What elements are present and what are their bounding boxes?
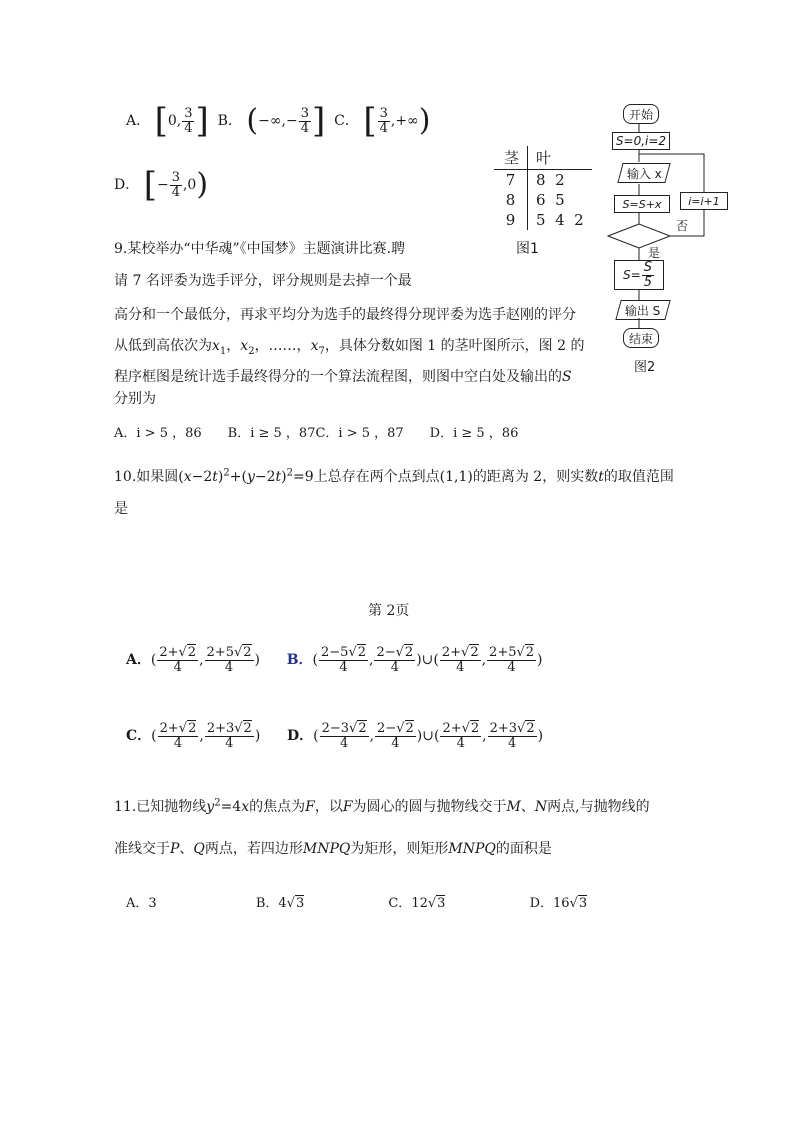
stem-leaf-plot (494, 146, 592, 230)
q10-options-row-2: C．( $\frac{2+√2}{4}$ , $\frac{2+3√2}{4}$ ) D．( $\frac{2-3√2}{4}$ , $\frac{2-√2}{4}$ )∪( $\frac{2+√2}{4}$ , $\frac{2+3√2}{4}$ ) (126, 721, 544, 751)
stem-value: 8 (494, 190, 528, 210)
page-label: 第 2页 (368, 603, 410, 619)
q8-option-row-2: D． [− $\frac{3}{4}$ ,0) (114, 165, 209, 205)
q8-option-c-label: C． (334, 113, 359, 129)
q9-options: A．i > 5 ，86 B．i ≥ 5 ，87C．i > 5 ，87 D．i ≥ 5 ，86 (114, 426, 519, 441)
q10-line-2: 是 (114, 501, 128, 517)
flow-average: S= $\frac{S}{5}$ (614, 260, 664, 290)
flow-init: S=0,i=2 (612, 132, 670, 150)
q9-line-2: 请 7 名评委为选手评分，评分规则是去掉一个最 (114, 273, 412, 289)
flow-sum: S=S+x (614, 195, 670, 213)
figure-2-caption: 图2 (634, 360, 656, 375)
q11-line-2: 准线交于P、Q两点，若四边形MNPQ为矩形，则矩形MNPQ的面积是 (114, 841, 552, 857)
q8-option-row-1: A． [0, $\frac{3}{4}$ ] B． (−∞,− $\frac{3}{4}$ ] C． [ $\frac{3}{4}$ ,+∞) (126, 101, 431, 141)
leaf-values: 5 4 2 (536, 211, 584, 229)
flow-yes-label: 是 (648, 246, 661, 260)
stem-value: 7 (494, 170, 528, 191)
q9-line-3: 高分和一个最低分，再求平均分为选手的最终得分现评委为选手赵刚的评分 (114, 307, 576, 323)
leaf-values: 6 5 (536, 191, 565, 209)
leaf-values: 8 2 (536, 171, 565, 189)
q8-option-d-label: D． (114, 177, 140, 193)
flow-output: 输出 S (615, 300, 670, 320)
q10-line-1: 10.如果圆$(x-2t)^2+(y-2t)^2=9$上总存在两个点到点(1,1)的距离为 2，则实数t的取值范围 (114, 467, 674, 485)
q11-line-1: 11.已知抛物线$y^2=4x$的焦点为F，以F为圆心的圆与抛物线交于M、N两点,与抛物线的 (114, 797, 650, 815)
flow-start: 开始 (623, 104, 659, 124)
q11-options: A．3 B．4√3 C．12√3 D．16√3 (126, 896, 588, 911)
flow-no-label: 否 (676, 219, 689, 233)
q8-option-b-label: B． (217, 113, 242, 129)
flow-increment: i=i+1 (680, 192, 728, 210)
flowchart-lower-connectors (630, 318, 650, 338)
stem-value: 9 (494, 210, 528, 230)
leaf-header: 叶 (528, 146, 592, 170)
q9-line-4: 从低到高依次为$x_1$，$x_2$，……，$x_7$，具体分数如图 1 的茎叶图所示，图 2 的 (114, 338, 585, 357)
flow-input: 输入 x (617, 163, 670, 183)
q8-option-a-label: A． (126, 113, 151, 129)
q9-line-6: 分别为 (114, 391, 156, 407)
flow-end: 结束 (623, 328, 659, 348)
q9-line-1: 9.某校举办“中华魂”《中国梦》主题演讲比赛.聘 (114, 241, 406, 257)
q10-options-row-1: A．( $\frac{2+√2}{4}$ , $\frac{2+5√2}{4}$ ) B．( $\frac{2-5√2}{4}$ , $\frac{2-√2}{4}$ )∪( $\frac{2+√2}{4}$ , $\frac{2+5√2}{4}$ ) (126, 645, 543, 675)
figure-1-caption: 图1 (516, 241, 539, 257)
stem-header: 茎 (494, 146, 528, 170)
q9-line-5: 程序框图是统计选手最终得分的一个算法流程图，则图中空白处及输出的S (114, 369, 572, 385)
